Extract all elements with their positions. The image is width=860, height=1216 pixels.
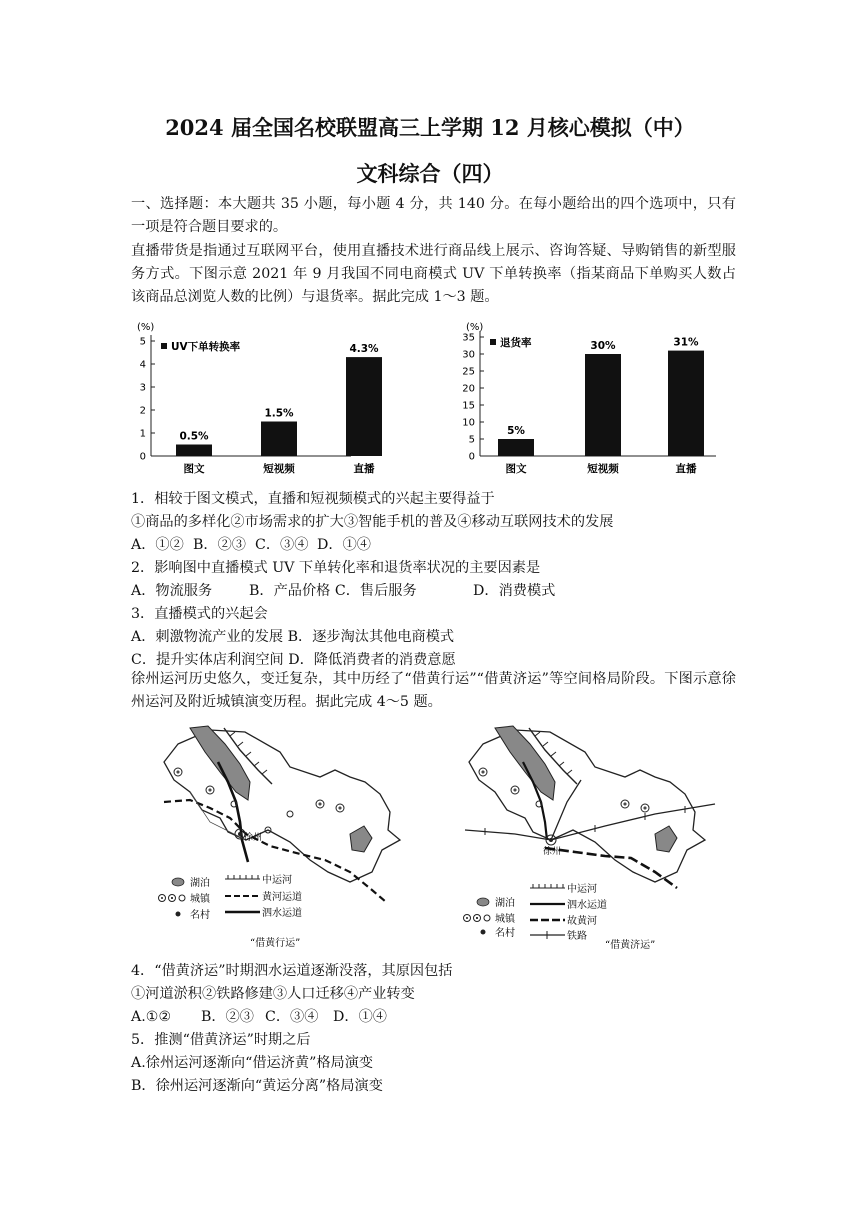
- q5-stem: 5．推测“借黄济运”时期之后: [131, 1032, 311, 1048]
- map1-caption: “借黄行运”: [250, 938, 301, 949]
- svg-text:故黄河: 故黄河: [567, 916, 597, 927]
- q4-stem: 4．“借黄济运”时期泗水运道逐渐没落，其原因包括: [131, 963, 453, 979]
- q4-option-c[interactable]: C．③④: [265, 1009, 319, 1025]
- svg-text:泗水运道: 泗水运道: [567, 900, 607, 911]
- svg-text:中运河: 中运河: [567, 884, 597, 895]
- svg-text:名村: 名村: [495, 928, 515, 939]
- data-label: 31%: [673, 336, 699, 349]
- y-tick-label: 25: [462, 366, 475, 378]
- intro-paragraph-1: 直播带货是指通过互联网平台，使用直播技术进行商品线上展示、咨询答疑、导购销售的新型服务方式。下图示意 2021 年 9 月我国不同电商模式 UV 下单转换率（指某商品下单购买人数占该商品总浏览人数的比例）与退货率。据此完成 1～3 题。: [131, 243, 736, 305]
- svg-text:城镇: 城镇: [495, 914, 515, 925]
- q4-option-b[interactable]: B．②③: [201, 1009, 254, 1025]
- q1-option-b[interactable]: B．②③: [193, 537, 246, 553]
- q1-option-a[interactable]: A．①②: [131, 537, 184, 553]
- q1-stem: 1．相较于图文模式，直播和短视频模式的兴起主要得益于: [131, 491, 495, 507]
- region-outline: [469, 730, 705, 882]
- y-tick-label: 20: [462, 383, 475, 395]
- category-label: 图文: [183, 463, 205, 475]
- q4-options: [131, 1006, 736, 1029]
- data-label: 1.5%: [264, 407, 294, 420]
- y-tick-label: 5: [139, 336, 146, 348]
- return-rate-chart: [446, 316, 721, 481]
- y-tick-label: 4: [139, 359, 146, 371]
- map1-legend: [159, 873, 303, 921]
- bar-图文: [176, 445, 212, 457]
- category-label: 短视频: [587, 463, 619, 475]
- y-tick-label: 5: [468, 434, 475, 446]
- q3-stem: 3．直播模式的兴起会: [131, 606, 268, 622]
- page-title: 2024 届全国名校联盟高三上学期 12 月核心模拟（中）: [165, 115, 695, 140]
- q2-stem: 2．影响图中直播模式 UV 下单转化率和退货率状况的主要因素是: [131, 560, 541, 576]
- q1-items: ①商品的多样化②市场需求的扩大③智能手机的普及④移动互联网技术的发展: [131, 514, 614, 530]
- q2-option-bc[interactable]: B．产品价格 C．售后服务: [249, 583, 417, 599]
- q2-option-d[interactable]: D．消费模式: [473, 583, 556, 599]
- svg-text:铁路: 铁路: [567, 931, 587, 942]
- legend-label: 退货率: [500, 337, 532, 349]
- q4-option-a[interactable]: A.①②: [131, 1009, 172, 1025]
- intro-paragraph-2: 徐州运河历史悠久，变迁复杂，其中历经了“借黄行运”“借黄济运”等空间格局阶段。下图示意徐州运河及附近城镇演变历程。据此完成 4～5 题。: [131, 671, 736, 710]
- bar-直播: [668, 351, 704, 456]
- chart-unit-label: (%): [137, 322, 155, 333]
- section-instructions: 一、选择题：本大题共 35 小题，每小题 4 分，共 140 分。在每小题给出的四个选项中，只有一项是符合题目要求的。: [131, 196, 736, 235]
- q2-options: [131, 580, 736, 603]
- svg-text:城镇: 城镇: [190, 894, 210, 905]
- q3-option-ab[interactable]: A．刺激物流产业的发展 B．逐步淘汰其他电商模式: [131, 629, 455, 645]
- data-label: 4.3%: [349, 343, 379, 356]
- bar-直播: [346, 357, 382, 456]
- legend-swatch: [161, 343, 167, 349]
- y-tick-label: 2: [139, 405, 146, 417]
- q5-option-a[interactable]: A.徐州运河逐渐向“借运济黄”格局演变: [131, 1055, 374, 1071]
- svg-text:湖泊: 湖泊: [495, 898, 515, 909]
- y-tick-label: 1: [139, 428, 146, 440]
- category-label: 直播: [675, 463, 697, 475]
- y-tick-label: 10: [462, 417, 475, 429]
- y-tick-label: 15: [462, 400, 475, 412]
- q4-option-d[interactable]: D．①④: [333, 1009, 387, 1025]
- map-jiehuang-xingyun: [150, 722, 435, 957]
- q1-option-c[interactable]: C．③④: [255, 537, 309, 553]
- bar-短视频: [585, 354, 621, 456]
- q4-items: ①河道淤积②铁路修建③人口迁移④产业转变: [131, 986, 415, 1002]
- map2-legend: [464, 882, 608, 942]
- y-tick-label: 35: [462, 332, 475, 344]
- bar-短视频: [261, 422, 297, 457]
- data-label: 5%: [507, 425, 525, 437]
- category-label: 图文: [505, 463, 527, 475]
- q5-option-b[interactable]: B．徐州运河逐渐向“黄运分离”格局演变: [131, 1078, 383, 1094]
- legend-swatch: [490, 339, 496, 345]
- q1-options: [131, 534, 736, 557]
- chart-unit-label: (%): [466, 322, 484, 333]
- svg-text:黄河运道: 黄河运道: [262, 892, 302, 903]
- svg-text:名村: 名村: [190, 910, 210, 921]
- y-tick-label: 0: [139, 451, 146, 463]
- y-tick-label: 0: [468, 451, 475, 463]
- map-jiehuang-jiyun: [455, 722, 740, 957]
- y-tick-label: 30: [462, 349, 475, 361]
- uv-conversion-chart: [131, 316, 379, 481]
- page-subtitle: 文科综合（四）: [356, 161, 504, 186]
- map2-city-label: 徐州: [543, 847, 562, 857]
- legend-label: UV下单转换率: [171, 341, 241, 353]
- svg-text:泗水运道: 泗水运道: [262, 908, 302, 919]
- q1-option-d[interactable]: D．①④: [317, 537, 371, 553]
- q3-option-cd[interactable]: C．提升实体店利润空间 D．降低消费者的消费意愿: [131, 652, 456, 668]
- map2-caption: “借黄济运”: [605, 940, 656, 951]
- data-label: 0.5%: [179, 430, 209, 443]
- svg-text:湖泊: 湖泊: [190, 878, 210, 889]
- category-label: 短视频: [263, 463, 295, 475]
- data-label: 30%: [590, 340, 616, 352]
- q2-option-a[interactable]: A．物流服务: [131, 583, 213, 599]
- bar-图文: [498, 439, 534, 456]
- category-label: 直播: [353, 463, 375, 475]
- svg-text:中运河: 中运河: [262, 875, 292, 886]
- map1-city-label: 徐州: [244, 833, 263, 843]
- y-tick-label: 3: [139, 382, 146, 394]
